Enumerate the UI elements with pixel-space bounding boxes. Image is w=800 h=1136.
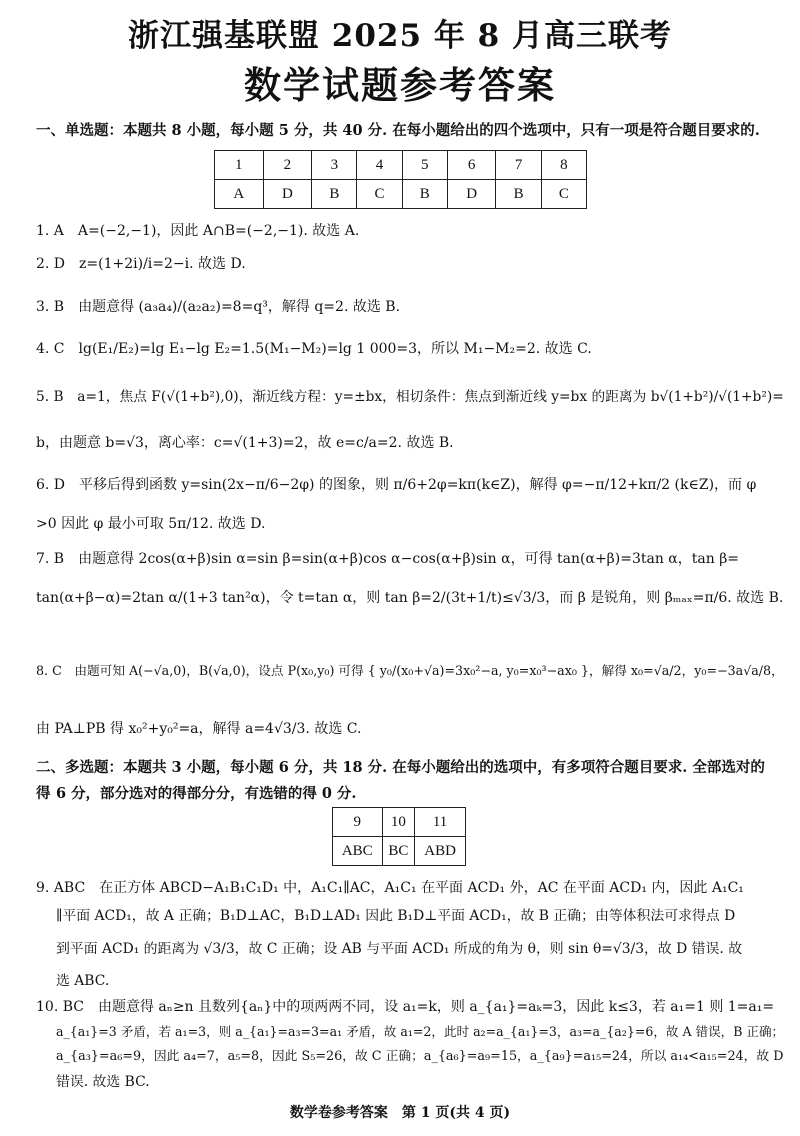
answer-cell: A <box>215 180 264 209</box>
question-number: 9 <box>333 808 383 837</box>
solution-line: 8. C 由题可知 A(−√a,0)，B(√a,0)，设点 P(x₀,y₀) 可得 { y₀/(x₀+√a)=3x₀²−a, y₀=x₀³−ax₀ }，解得 x₀=√a/2，y₀=−3a√a/8， <box>36 663 784 678</box>
exam-title: 浙江强基联盟 2025 年 8 月高三联考 <box>127 18 673 54</box>
solution-line: 1. A A=(−2,−1)，因此 A∩B=(−2,−1). 故选 A. <box>36 223 360 239</box>
section1-heading: 一、单选题：本题共 8 小题，每小题 5 分，共 40 分. 在每小题给出的四个选项中，只有一项是符合题目要求的. <box>36 122 760 139</box>
question-number: 8 <box>541 151 586 180</box>
question-number: 10 <box>382 808 415 837</box>
solution-line: 2. D z=(1+2i)/i=2−i. 故选 D. <box>36 256 246 272</box>
question-number: 11 <box>415 808 466 837</box>
question-number: 7 <box>496 151 541 180</box>
answer-cell: B <box>312 180 357 209</box>
table-row <box>333 808 466 837</box>
section2-answer-table <box>332 807 466 866</box>
section2-heading-cont: 6 分，部分选对的得部分分，有选错的得 0 分. <box>56 785 357 802</box>
solution-line: 4. C lg(E₁/E₂)=lg E₁−lg E₂=1.5(M₁−M₂)=lg 1 000=3，所以 M₁−M₂=2. 故选 C. <box>36 341 592 357</box>
answer-cell: BC <box>382 837 415 866</box>
solution-line: 错误. 故选 BC. <box>56 1074 150 1090</box>
section1-answer-table <box>214 150 587 209</box>
question-number: 1 <box>215 151 264 180</box>
solution-line: tan(α+β−α)=2tan α/(1+3 tan²α)，令 t=tan α，则 tan β=2/(3t+1/t)≤√3/3，而 β 是锐角，则 βₘₐₓ=π/6. 故选 B. <box>36 590 784 606</box>
question-number: 2 <box>263 151 312 180</box>
answer-cell: D <box>263 180 312 209</box>
question-number: 3 <box>312 151 357 180</box>
question-number: 4 <box>357 151 402 180</box>
table-row <box>215 151 587 180</box>
question-number: 6 <box>447 151 496 180</box>
answer-cell: ABD <box>415 837 466 866</box>
page-footer: 数学卷参考答案 第 1 页(共 4 页) <box>289 1105 511 1121</box>
solution-line: ∥平面 ACD₁，故 A 正确；B₁D⊥AC，B₁D⊥AD₁ 因此 B₁D⊥平面 ACD₁，故 B 正确；由等体积法可求得点 D <box>56 908 736 924</box>
answer-cell: D <box>447 180 496 209</box>
solution-line: 5. B a=1，焦点 F(√(1+b²),0)，渐近线方程：y=±bx，相切条件：焦点到渐近线 y=bx 的距离为 b√(1+b²)/√(1+b²)= <box>36 389 784 405</box>
answer-cell: C <box>541 180 586 209</box>
solution-line: >0 因此 φ 最小可取 5π/12. 故选 D. <box>36 516 266 532</box>
answer-cell: ABC <box>333 837 383 866</box>
solution-line: 9. ABC 在正方体 ABCD−A₁B₁C₁D₁ 中，A₁C₁∥AC，A₁C₁ 在平面 ACD₁ 外，AC 在平面 ACD₁ 内，因此 A₁C₁ <box>36 880 744 896</box>
solution-line: a_{a₃}=a₆=9，因此 a₄=7，a₅=8，因此 S₅=26，故 C 正确；a_{a₆}=a₉=15，a_{a₉}=a₁₅=24，所以 a₁₄<a₁₅=24，故 D <box>56 1049 784 1064</box>
solution-line: 6. D 平移后得到函数 y=sin(2x−π/6−2φ) 的图象，则 π/6+2φ=kπ(k∈Z)，解得 φ=−π/12+kπ/2 (k∈Z)，而 φ <box>36 477 757 493</box>
answer-cell: B <box>402 180 447 209</box>
answer-cell: C <box>357 180 402 209</box>
question-number: 5 <box>402 151 447 180</box>
solution-line: 10. BC 由题意得 aₙ≥n 且数列{aₙ}中的项两两不同，设 a₁=k，则 a_{a₁}=aₖ=3，因此 k≤3，若 a₁=1 则 1=a₁= <box>36 999 775 1015</box>
answer-cell: B <box>496 180 541 209</box>
solution-line: 7. B 由题意得 2cos(α+β)sin α=sin β=sin(α+β)cos α−cos(α+β)sin α，可得 tan(α+β)=3tan α，tan β= <box>36 551 740 567</box>
solution-line: 3. B 由题意得 (a₃a₄)/(a₂a₂)=8=q³，解得 q=2. 故选 B. <box>36 299 401 315</box>
solution-line: 到平面 ACD₁ 的距离为 √3/3，故 C 正确；设 AB 与平面 ACD₁ 所成的角为 θ，则 sin θ=√3/3，故 D 错误. 故 <box>56 941 743 957</box>
solution-line: b，由题意 b=√3，离心率：c=√(1+3)=2，故 e=c/a=2. 故选 B. <box>36 435 454 451</box>
solution-line: 选 ABC. <box>56 973 110 989</box>
answer-key-title: 数学试题参考答案 <box>244 63 556 107</box>
table-row <box>215 180 587 209</box>
table-row <box>333 837 466 866</box>
section2-heading: 二、多选题：本题共 3 小题，每小题 6 分，共 18 分. 在每小题给出的选项中，有多项符合题目要求. 全部选对的得 <box>36 759 765 802</box>
solution-line: a_{a₁}=3 矛盾，若 a₁=3，则 a_{a₁}=a₃=3=a₁ 矛盾，故 a₁=2，此时 a₂=a_{a₁}=3，a₃=a_{a₂}=6，故 A 错误，B 正确； <box>56 1024 785 1039</box>
solution-line: 由 PA⊥PB 得 x₀²+y₀²=a，解得 a=4√3/3. 故选 C. <box>36 721 362 737</box>
